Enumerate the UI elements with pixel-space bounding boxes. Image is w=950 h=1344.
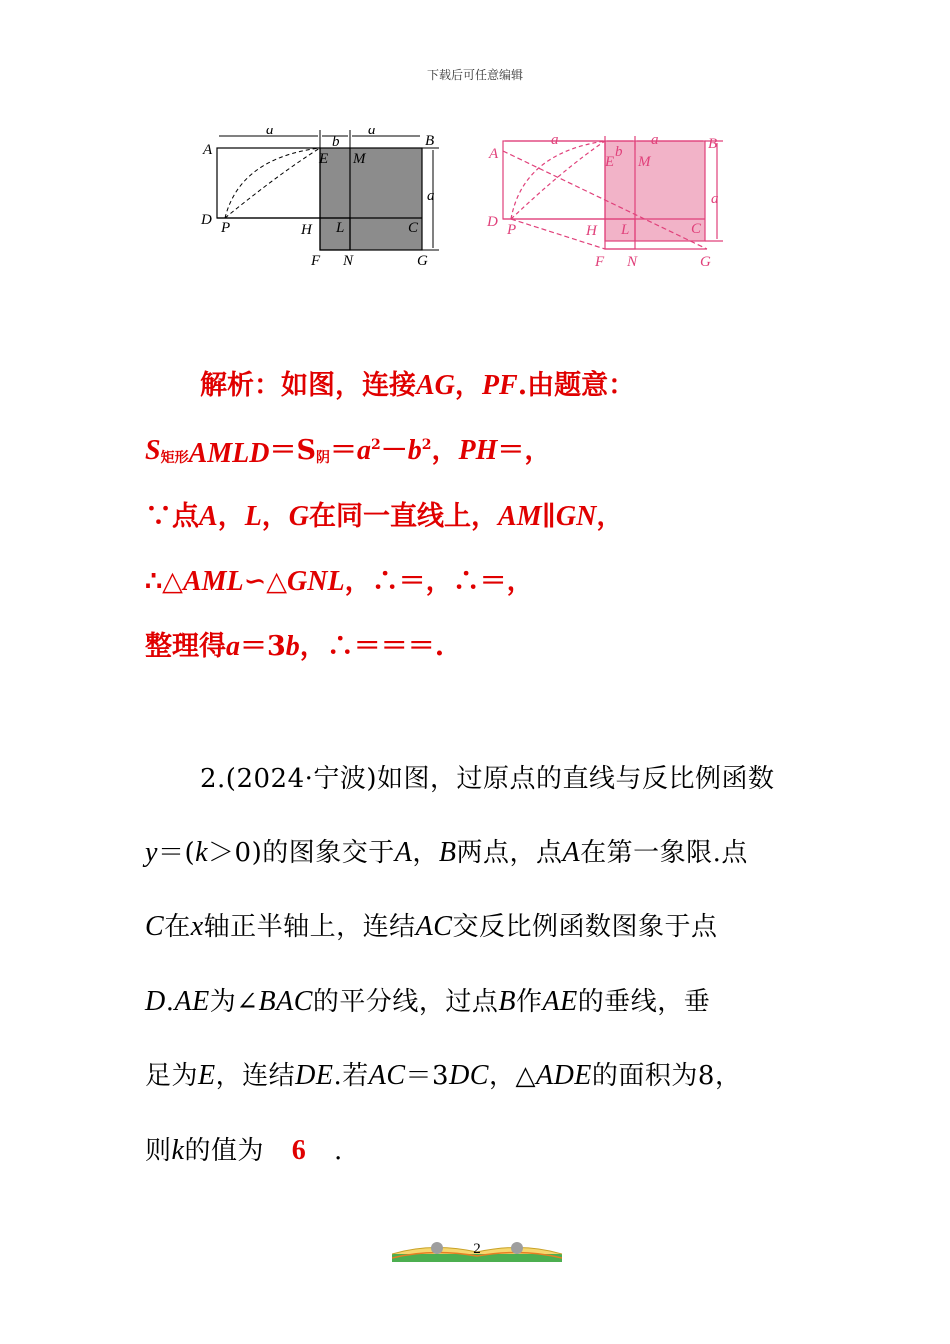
text: 的平分线，过点: [312, 987, 499, 1017]
math-am: AM: [498, 501, 542, 532]
math-a: A: [394, 837, 413, 868]
figure-right: [485, 128, 730, 273]
text: ，∴＝，∴＝，: [344, 566, 534, 597]
math-d: D: [145, 986, 166, 1017]
question-line-6: [145, 1130, 343, 1167]
text: ＝: [329, 435, 357, 466]
text: 足为: [145, 1061, 199, 1091]
text: ，: [412, 838, 439, 868]
text: 解析：如图，连接: [200, 370, 416, 401]
math-ade: ADE: [535, 1060, 592, 1091]
text: ，△: [488, 1061, 536, 1091]
math-de: DE: [295, 1060, 334, 1091]
label-H: H: [586, 223, 597, 239]
math-pf: PF: [481, 370, 518, 401]
label-N: N: [343, 253, 354, 269]
superscript: 2: [421, 437, 432, 453]
label-A: A: [203, 142, 213, 158]
cloud-left-icon: [431, 1242, 443, 1254]
math-k: k: [195, 837, 209, 868]
label-L: L: [336, 220, 345, 236]
text: 的面积为8，: [591, 1061, 742, 1091]
text: 则: [145, 1136, 172, 1166]
cloud-right-icon: [511, 1242, 523, 1254]
math-ae: AE: [542, 986, 578, 1017]
label-P: P: [507, 222, 517, 238]
math-gn: GN: [555, 501, 597, 532]
label-L: L: [621, 222, 630, 238]
label-B: B: [708, 136, 718, 152]
label-b-top: b: [615, 144, 623, 160]
math-ac: AC: [368, 1060, 406, 1091]
math-l: L: [244, 501, 262, 532]
text: 交反比例函数图象于点: [452, 912, 718, 942]
solution-line-3: [145, 494, 825, 533]
label-M: M: [638, 154, 651, 170]
label-F: F: [595, 254, 605, 270]
math-ag: AG: [416, 370, 455, 401]
text: 的值为: [184, 1136, 264, 1166]
math-ac: AC: [415, 911, 453, 942]
solution-line-5: [145, 624, 825, 663]
text: ＝，: [497, 435, 552, 466]
text: .由题意：: [517, 370, 636, 401]
text: 的垂线，垂: [577, 987, 711, 1017]
math-e: E: [198, 1060, 216, 1091]
text: 在: [164, 912, 191, 942]
answer-value: 6: [291, 1135, 307, 1166]
text: 为∠: [209, 987, 259, 1017]
math-x: x: [190, 911, 204, 942]
text: 整理得: [145, 631, 226, 662]
math-b: b: [285, 631, 300, 662]
text: ∽△: [243, 566, 288, 597]
text: .: [165, 987, 175, 1017]
label-b-top: b: [332, 134, 340, 150]
text: ，: [431, 435, 459, 466]
text: 作: [516, 987, 543, 1017]
math-b: b: [407, 435, 422, 466]
text: .若: [333, 1061, 369, 1091]
subscript: 矩形: [160, 450, 189, 466]
label-G: G: [417, 253, 428, 269]
math-y: y: [145, 837, 158, 868]
solution-line-2: [145, 428, 825, 470]
page-number: 2: [473, 1241, 481, 1257]
math-a: A: [199, 501, 218, 532]
text: ＝3: [405, 1061, 450, 1091]
superscript: 2: [370, 437, 381, 453]
text: ，: [596, 501, 624, 532]
label-a-top-left: a: [266, 128, 274, 138]
subscript: 阴: [315, 450, 330, 466]
text: 在同一直线上，: [309, 501, 499, 532]
text: ＞0)的图象交于: [208, 838, 395, 868]
math-a: a: [226, 631, 240, 662]
label-a-right: a: [427, 188, 435, 204]
text: 两点，点: [456, 838, 563, 868]
math-g: G: [288, 501, 310, 532]
text: ＝(: [157, 838, 196, 868]
math-a: a: [356, 435, 371, 466]
label-F: F: [311, 253, 321, 269]
question-line-3: [145, 906, 717, 943]
text: ＝S: [269, 435, 316, 466]
text: ，: [261, 501, 289, 532]
text: ，: [454, 370, 482, 401]
math-s: S: [145, 435, 161, 466]
text: ∴△: [145, 566, 183, 597]
text: ，连结: [215, 1061, 296, 1091]
page-header: 下载后可任意编辑: [426, 68, 523, 82]
text: 轴正半轴上，连结: [203, 912, 416, 942]
math-b: B: [498, 986, 517, 1017]
text: －: [380, 435, 408, 466]
solution-line-4: [145, 559, 825, 598]
math-ae: AE: [174, 986, 210, 1017]
math-bac: BAC: [258, 986, 313, 1017]
text: ，∴＝＝＝.: [299, 631, 445, 662]
question-line-4: [145, 981, 710, 1018]
math-a: A: [562, 837, 581, 868]
label-A: A: [489, 146, 499, 162]
label-M: M: [353, 151, 366, 167]
math-aml: AML: [182, 566, 244, 597]
label-C: C: [408, 220, 419, 236]
question-line-1: [200, 758, 775, 795]
label-E: E: [605, 154, 615, 170]
math-c: C: [145, 911, 165, 942]
label-G: G: [700, 254, 711, 270]
question-line-5: [145, 1055, 741, 1092]
label-D: D: [487, 214, 498, 230]
text: .: [333, 1136, 343, 1166]
label-B: B: [425, 133, 435, 149]
label-a-right: a: [711, 191, 719, 207]
math-gnl: GNL: [287, 566, 345, 597]
question-line-2: [145, 832, 748, 869]
label-a-top-left: a: [551, 132, 559, 148]
math-k: k: [171, 1135, 185, 1166]
text: 在第一象限.点: [580, 838, 748, 868]
label-E: E: [319, 151, 329, 167]
label-D: D: [201, 212, 212, 228]
figure-left: [195, 128, 455, 273]
label-a-top-right: a: [368, 128, 376, 138]
text: ∥: [541, 501, 556, 532]
text: ，: [217, 501, 245, 532]
label-N: N: [627, 254, 638, 270]
subscript: AMLD: [188, 438, 270, 469]
math-dc: DC: [449, 1060, 489, 1091]
text: ＝3: [240, 631, 286, 662]
solution-line-1: [200, 363, 880, 402]
label-H: H: [301, 222, 312, 238]
text: 2.(2024·宁波)如图，过原点的直线与反比例函数: [200, 764, 775, 794]
text: ∵点: [145, 501, 199, 532]
math-b: B: [438, 837, 457, 868]
label-P: P: [221, 220, 231, 236]
label-C: C: [691, 221, 702, 237]
page-number-badge: [392, 1236, 562, 1266]
math-ph: PH: [458, 435, 498, 466]
label-a-top-right: a: [651, 132, 659, 148]
